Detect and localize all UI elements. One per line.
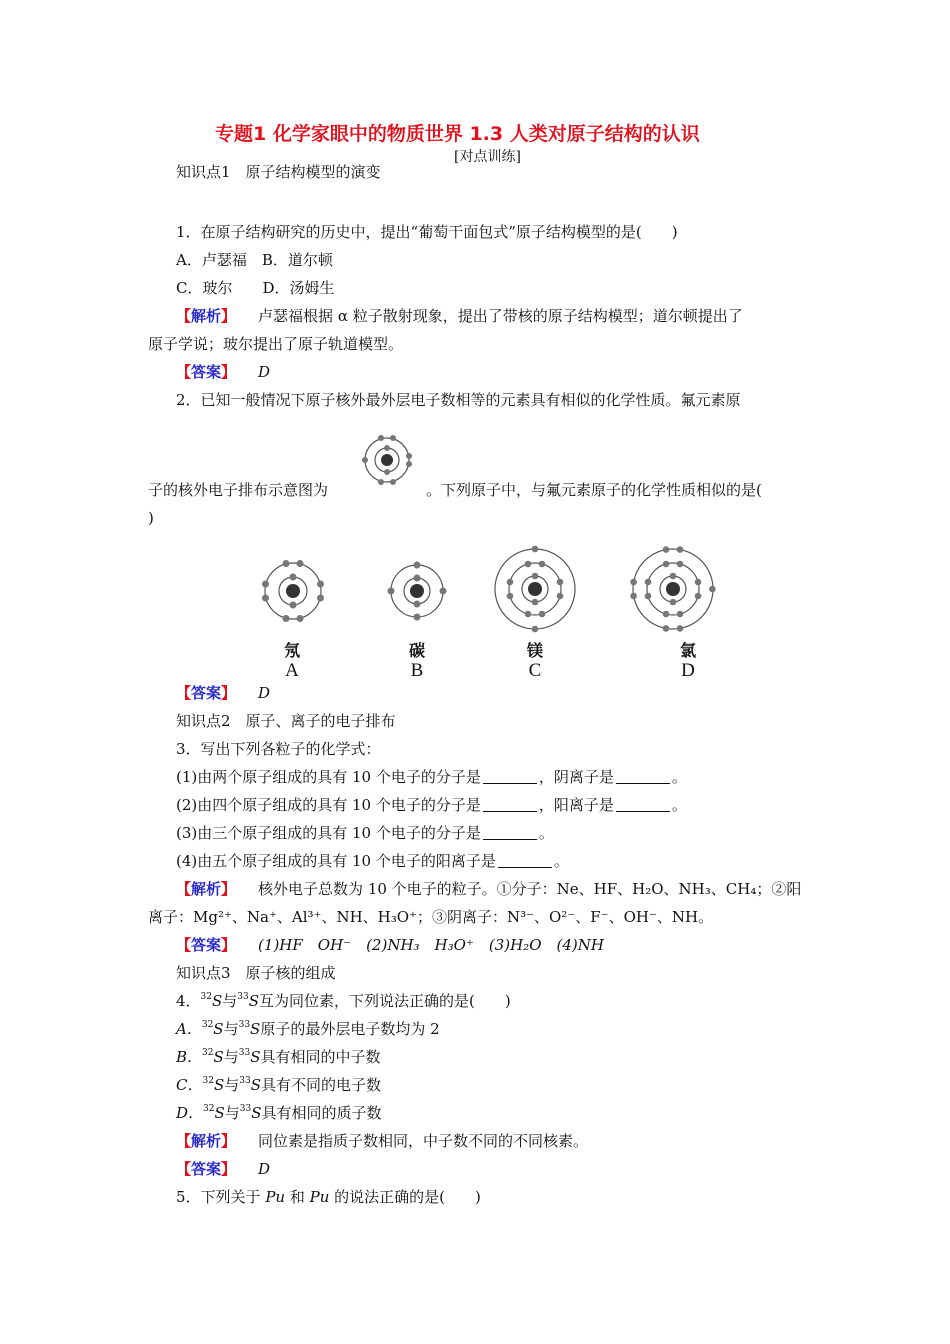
q4-analysis	[176, 1131, 588, 1151]
q3-stem: 3．写出下列各粒子的化学式：	[176, 740, 381, 758]
sulfur-symbol: S	[248, 992, 260, 1010]
q3-analysis-cont: 离子：Mg²⁺、Na⁺、Al³⁺、NH、H₃O⁺；③阴离子：N³⁻、O²⁻、F⁻、OH⁻、NH。	[148, 908, 714, 926]
sulfur-symbol: S	[214, 1104, 225, 1122]
mass-number-32: 32	[201, 1020, 214, 1030]
q4-and: 与	[224, 1104, 240, 1122]
q3-part3	[176, 823, 554, 843]
mass-number-33: 33	[239, 1076, 251, 1086]
fluorine-atom-diagram	[352, 425, 422, 495]
q1-options-ab: A．卢瑟福 B．道尔顿	[176, 251, 333, 269]
option-c-element: 镁	[526, 641, 543, 660]
option-d-element: 氯	[679, 641, 696, 660]
q3-part1-end: 。	[671, 768, 687, 786]
q5-stem-start: 5．下列关于	[176, 1188, 266, 1206]
q2-answer	[176, 683, 270, 703]
answer-tag: 【答案】	[176, 363, 237, 381]
carbon-atom-diagram	[378, 552, 456, 630]
mass-number-32: 32	[200, 992, 212, 1002]
option-b-letter: B	[410, 660, 424, 681]
q1-stem: 1．在原子结构研究的历史中，提出“葡萄干面包式”原子结构模型的是( )	[176, 223, 678, 241]
q4-option-c	[176, 1075, 381, 1095]
mass-number-32: 32	[203, 1104, 215, 1114]
answer-blank[interactable]	[483, 769, 537, 784]
answer-blank[interactable]	[498, 853, 552, 868]
mass-number-33: 33	[238, 1048, 251, 1058]
sulfur-symbol: S	[251, 1104, 262, 1122]
answer-tag: 【答案】	[176, 1160, 237, 1178]
section-heading-1: 知识点1 原子结构模型的演变	[176, 163, 381, 181]
q2-stem-line1: 2．已知一般情况下原子核外最外层电子数相等的元素具有相似的化学性质。氟元素原	[176, 391, 741, 409]
q5-stem-end: 的说法正确的是( )	[329, 1188, 481, 1206]
q3-part2	[176, 795, 687, 815]
mass-number-32: 32	[202, 1048, 214, 1058]
q4-number: 4．	[176, 992, 201, 1010]
sulfur-symbol: S	[250, 1076, 261, 1094]
option-text: 具有相同的中子数	[260, 1048, 381, 1066]
q2-stem-line2a: 子的核外电子排布示意图为	[148, 481, 329, 499]
q1-options-cd: C．玻尔 D．汤姆生	[176, 279, 335, 297]
q3-answer-value: (1)HF OH⁻ (2)NH₃ H₃O⁺ (3)H₂O (4)NH	[258, 936, 604, 954]
option-b-element: 碳	[408, 641, 425, 660]
q4-analysis-text: 同位素是指质子数相同，中子数不同的不同核素。	[258, 1132, 589, 1150]
answer-blank[interactable]	[483, 825, 537, 840]
mass-number-33: 33	[239, 1104, 252, 1114]
q2-answer-value: D	[258, 684, 271, 702]
analysis-tag: 【解析】	[176, 1132, 237, 1150]
q4-and: 与	[223, 1020, 239, 1038]
answer-blank[interactable]	[483, 797, 537, 812]
q1-analysis	[176, 306, 743, 326]
mass-number-33: 33	[237, 992, 249, 1002]
q3-part3-end: 。	[538, 824, 554, 842]
q1-analysis-text: 卢瑟福根据 α 粒子散射现象，提出了带核的原子结构模型；道尔顿提出了	[258, 307, 743, 325]
sulfur-symbol: S	[212, 992, 223, 1010]
q3-part1-text2: ，阴离子是	[538, 768, 614, 786]
q4-and: 与	[224, 1076, 240, 1094]
q3-part2-end: 。	[671, 796, 687, 814]
mass-number-33: 33	[238, 1020, 251, 1030]
document-title: 专题1 化学家眼中的物质世界 1.3 人类对原子结构的认识	[215, 123, 700, 145]
q4-option-b	[176, 1047, 381, 1067]
q4-option-d	[176, 1103, 382, 1123]
q3-part1-text: (1)由两个原子组成的具有 10 个电子的分子是	[176, 768, 481, 786]
q3-part2-text: (2)由四个原子组成的具有 10 个电子的分子是	[176, 796, 481, 814]
option-text: 原子的最外层电子数均为 2	[260, 1020, 440, 1038]
q3-answer	[176, 935, 604, 955]
q1-analysis-cont: 原子学说；玻尔提出了原子轨道模型。	[148, 335, 404, 353]
option-text: 具有不同的电子数	[260, 1076, 381, 1094]
q1-answer-value: D	[258, 363, 271, 381]
option-c-letter: C	[528, 660, 542, 681]
q1-answer	[176, 362, 270, 382]
answer-tag: 【答案】	[176, 936, 237, 954]
chlorine-atom-diagram	[626, 542, 720, 636]
q5-stem	[176, 1187, 481, 1207]
q3-part4-text: (4)由五个原子组成的具有 10 个电子的阳离子是	[176, 852, 496, 870]
option-d-letter: D	[681, 660, 695, 681]
section-heading-3: 知识点3 原子核的组成	[176, 964, 336, 982]
answer-tag: 【答案】	[176, 684, 237, 702]
q3-part2-text2: ，阳离子是	[538, 796, 614, 814]
q4-and: 与	[222, 992, 238, 1010]
sulfur-symbol: S	[250, 1048, 261, 1066]
analysis-tag: 【解析】	[176, 880, 237, 898]
q3-analysis-text: 核外电子总数为 10 个电子的粒子。①分子：Ne、HF、H₂O、NH₃、CH₄；②阳	[258, 880, 802, 898]
q4-and: 与	[223, 1048, 239, 1066]
q3-part4	[176, 851, 569, 871]
q3-part3-text: (3)由三个原子组成的具有 10 个电子的分子是	[176, 824, 481, 842]
answer-blank[interactable]	[616, 769, 670, 784]
neon-atom-diagram	[250, 548, 336, 634]
sulfur-symbol: S	[213, 1020, 224, 1038]
mass-number-32: 32	[202, 1076, 214, 1086]
plutonium-symbol: Pu	[265, 1188, 286, 1206]
q2-stem-line2b: 。下列原子中，与氟元素原子的化学性质相似的是(	[426, 481, 762, 499]
option-text: 具有相同的质子数	[261, 1104, 382, 1122]
q4-stem	[176, 991, 511, 1011]
option-label: C．	[176, 1076, 203, 1094]
plutonium-symbol: Pu	[309, 1188, 330, 1206]
sulfur-symbol: S	[213, 1076, 225, 1094]
q3-part1	[176, 767, 687, 787]
section-heading-2: 知识点2 原子、离子的电子排布	[176, 712, 396, 730]
answer-blank[interactable]	[616, 797, 670, 812]
q4-answer	[176, 1159, 270, 1179]
option-a-element: 氖	[283, 641, 300, 660]
q4-option-a	[176, 1019, 440, 1039]
option-label: D．	[176, 1104, 204, 1122]
option-label: A．	[176, 1020, 202, 1038]
q2-stem-line3: )	[148, 509, 154, 527]
sulfur-symbol: S	[250, 1020, 261, 1038]
q4-answer-value: D	[258, 1160, 271, 1178]
magnesium-atom-diagram	[488, 542, 582, 636]
option-a-letter: A	[285, 660, 299, 681]
q4-stem-text: 互为同位素，下列说法正确的是( )	[259, 992, 511, 1010]
q3-part4-end: 。	[553, 852, 569, 870]
q3-analysis	[176, 879, 801, 899]
document-subtitle: [对点训练]	[454, 149, 521, 165]
option-label: B．	[176, 1048, 203, 1066]
q5-and: 和	[285, 1188, 310, 1206]
analysis-tag: 【解析】	[176, 307, 237, 325]
sulfur-symbol: S	[213, 1048, 224, 1066]
